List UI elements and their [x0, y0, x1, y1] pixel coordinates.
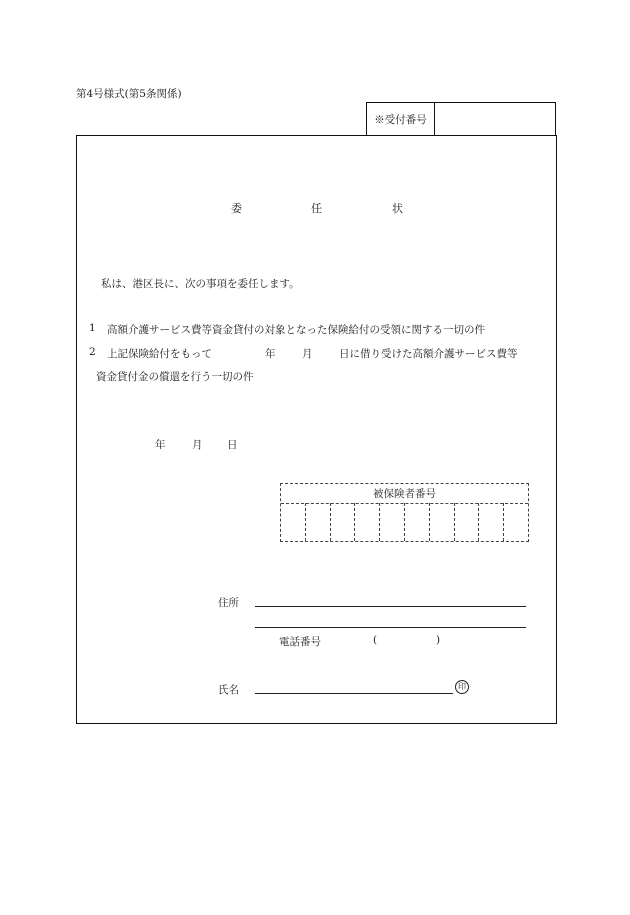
- receipt-number-label: ※受付番号: [367, 103, 435, 135]
- insured-number-cell[interactable]: [504, 503, 528, 541]
- date-day: 日: [227, 439, 238, 451]
- insured-number-cells: [281, 503, 528, 541]
- receipt-number-field[interactable]: [435, 103, 555, 135]
- title-char-2: 任: [311, 202, 322, 215]
- phone-close-paren: ): [436, 634, 441, 646]
- address-line-2[interactable]: [255, 627, 526, 628]
- insured-number-cell[interactable]: [281, 503, 306, 541]
- insured-number-cell[interactable]: [380, 503, 405, 541]
- item-2-number: 2: [89, 346, 96, 358]
- date-year: 年: [155, 439, 166, 451]
- date-month: 月: [192, 439, 203, 451]
- form-number-label: 第4号様式(第5条関係): [76, 88, 182, 100]
- seal-mark: 印: [455, 680, 469, 694]
- item-2-text-c: 資金貸付金の償還を行う一切の件: [96, 371, 254, 383]
- item-2-month: 月: [302, 348, 313, 360]
- name-label: 氏名: [218, 684, 239, 696]
- title-char-1: 委: [231, 202, 242, 215]
- name-line[interactable]: [255, 693, 453, 694]
- receipt-number-box: [366, 102, 556, 135]
- item-2-text-b: 日に借り受けた高額介護サービス費等: [339, 348, 518, 360]
- address-label: 住所: [218, 597, 239, 609]
- item-1-number: 1: [89, 322, 96, 334]
- insured-number-cell[interactable]: [455, 503, 480, 541]
- phone-open-paren: (: [373, 634, 378, 646]
- phone-label: 電話番号: [279, 636, 321, 648]
- title-char-3: 状: [392, 202, 403, 215]
- insured-number-cell[interactable]: [306, 503, 331, 541]
- item-1-text: 高額介護サービス費等資金貸付の対象となった保険給付の受領に関する一切の件: [107, 324, 485, 336]
- item-2-text-a: 上記保険給付をもって: [107, 348, 212, 360]
- insured-number-box: [280, 483, 529, 542]
- item-2-year: 年: [265, 348, 276, 360]
- intro-text: 私は、港区長に、次の事項を委任します。: [101, 278, 300, 290]
- insured-number-cell[interactable]: [355, 503, 380, 541]
- address-line-1[interactable]: [255, 606, 526, 607]
- insured-number-cell[interactable]: [331, 503, 356, 541]
- insured-number-cell[interactable]: [479, 503, 504, 541]
- insured-number-label: 被保険者番号: [281, 484, 528, 504]
- insured-number-cell[interactable]: [405, 503, 430, 541]
- insured-number-cell[interactable]: [430, 503, 455, 541]
